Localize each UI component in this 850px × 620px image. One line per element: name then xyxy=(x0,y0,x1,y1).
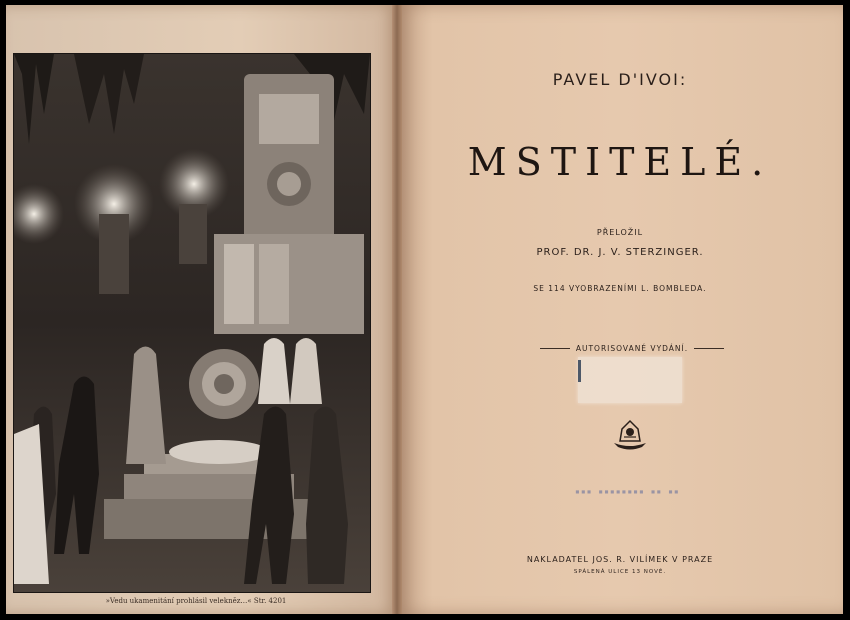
label-sticker xyxy=(578,357,682,403)
faded-stamp: ▪▪▪ ▪▪▪▪▪▪▪▪ ▪▪ ▪▪ xyxy=(575,487,680,496)
frontispiece-engraving xyxy=(13,53,371,593)
frontispiece-caption: »Vedu ukamenitání prohlásil velekněz…« Str. 4201 xyxy=(105,597,287,605)
author-name: PAVEL D'IVOI: xyxy=(552,70,688,89)
translated-by-label: PŘELOŽIL xyxy=(596,228,644,237)
publisher-emblem-icon xyxy=(610,417,650,451)
illustrations-note: SE 114 VYOBRAZENÍMI L. BOMBLEDA. xyxy=(533,284,707,293)
edition-label: AUTORISOVANÉ VYDÁNÍ. xyxy=(575,343,689,353)
edition-line xyxy=(540,341,724,355)
sticker-mark xyxy=(578,360,581,382)
edition-rule-right xyxy=(694,348,724,349)
book-title: MSTITELÉ. xyxy=(467,140,773,184)
right-page xyxy=(397,5,843,614)
publisher-address: SPÁLENÁ ULICE 13 NOVÉ. xyxy=(573,569,667,575)
publisher-line: NAKLADATEL JOS. R. VILÍMEK V PRAZE xyxy=(526,555,714,564)
edition-rule-left xyxy=(540,348,570,349)
frontispiece-area xyxy=(6,5,397,614)
engraving-illustration xyxy=(14,54,370,592)
translator-name: PROF. DR. J. V. STERZINGER. xyxy=(536,247,704,258)
